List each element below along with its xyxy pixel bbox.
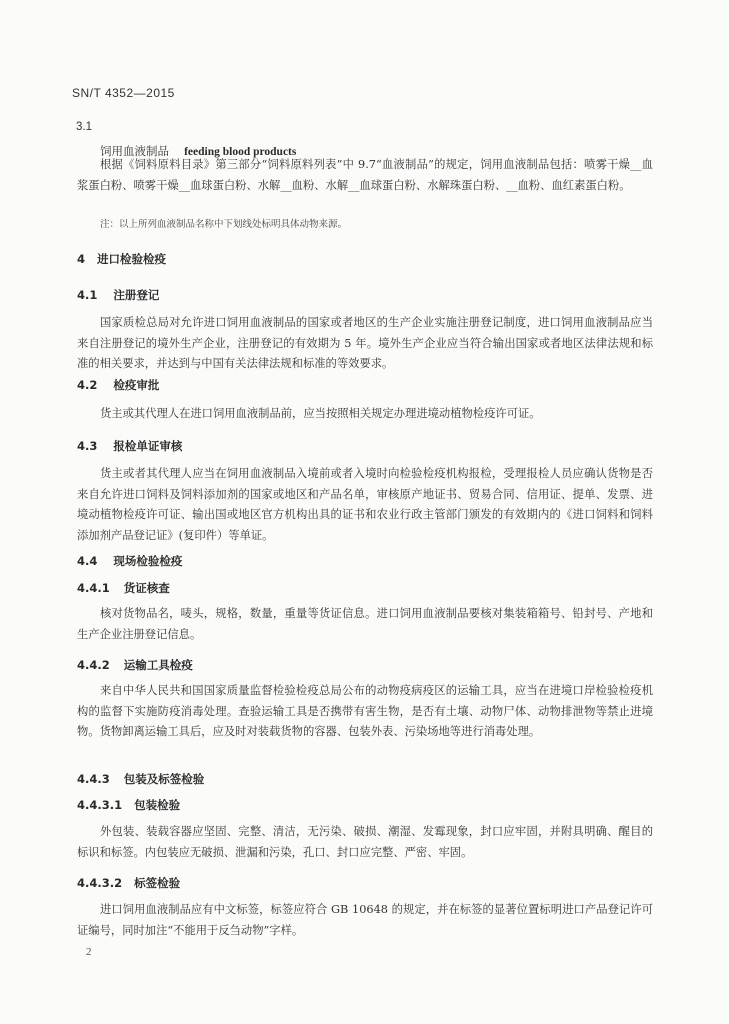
section-title-4-4-1: 货证核查 xyxy=(123,581,170,595)
term-english: feeding blood products xyxy=(184,146,297,158)
section-number-4: 4 xyxy=(77,252,86,266)
section-title-4-1: 注册登记 xyxy=(113,288,160,302)
section-title-4-4-3: 包装及标签检验 xyxy=(123,772,205,786)
section-4-4-heading xyxy=(77,553,182,569)
paragraph-4-2: 货主或其代理人在进口饲用血液制品前，应当按照相关规定办理进境动植物检疫许可证。 xyxy=(100,407,541,420)
paragraph-4-4-3-1: 外包装、装载容器应坚固、完整、清洁，无污染、破损、潮湿、发霉现象，封口应牢固，并附具明确、醒目的标识和标签。内包装应无破损、泄漏和污染，孔口、封口应完整、严密、牢固。 xyxy=(77,825,653,859)
paragraph-4-3: 货主或者其代理人应当在饲用血液制品入境前或者入境时向检验检疫机构报检，受理报检人员应确认货物是否来自允许进口饲料及饲料添加剂的国家或地区和产品名单，审核原产地证书、贸易合同、信用证、提单、发票、进境动植物检疫许可证、输出国或地区官方机构出具的证书和农业行政主管部门颁发的有效期内的《进口饲料和饲料添加剂产品登记证》(复印件）等单证。 xyxy=(77,467,653,542)
section-title-4-4: 现场检验检疫 xyxy=(113,554,183,568)
section-4-4-1-heading xyxy=(77,580,170,596)
section-number-4-3: 4.3 xyxy=(77,439,98,453)
section-4-2-heading xyxy=(77,377,159,393)
paragraph-4-1: 国家质检总局对允许进口饲用血液制品的国家或者地区的生产企业实施注册登记制度，进口饲用血液制品应当来自注册登记的境外生产企业，注册登记的有效期为 5 年。境外生产企业应当符合输出国家或者地区法律法规和标准的相关要求，并达到与中国有关法律法规和标准的等效要求。 xyxy=(77,316,653,370)
section-number-4-4-3-1: 4.4.3.1 xyxy=(77,798,123,812)
section-number-3-1: 3.1 xyxy=(76,121,92,133)
term-chinese: 饲用血液制品 xyxy=(100,144,169,158)
section-4-4-3-heading xyxy=(77,771,204,787)
section-4-heading xyxy=(77,251,166,267)
section-number-4-2: 4.2 xyxy=(77,378,98,392)
section-title-4-4-3-2: 标签检验 xyxy=(134,876,181,890)
section-number-4-4: 4.4 xyxy=(77,554,98,568)
paragraph-3-1: 根据《饲料原料目录》第三部分“饲料原料列表”中 9.7“血液制品”的规定，饲用血液制品包括：喷雾干燥__血浆蛋白粉、喷雾干燥__血球蛋白粉、水解__血粉、水解__血球蛋白粉、水解珠蛋白粉、__血粉、血红素蛋白粉。 xyxy=(77,158,653,192)
section-title-4-4-3-1: 包装检验 xyxy=(134,798,181,812)
section-4-4-3-2-heading xyxy=(77,875,180,891)
section-number-4-4-1: 4.4.1 xyxy=(77,581,110,595)
paragraph-4-4-1: 核对货物品名，唛头，规格，数量，重量等货证信息。进口饲用血液制品要核对集装箱箱号、铅封号、产地和生产企业注册登记信息。 xyxy=(77,607,653,641)
section-title-4-4-2: 运输工具检疫 xyxy=(123,658,193,672)
section-4-1-heading xyxy=(77,287,159,303)
section-number-4-1: 4.1 xyxy=(77,288,98,302)
section-title-4-2: 检疫审批 xyxy=(113,378,160,392)
section-4-3-heading xyxy=(77,438,182,454)
section-4-4-3-1-heading xyxy=(77,797,180,813)
standard-code: SN/T 4352—2015 xyxy=(72,86,175,100)
paragraph-4-4-3-2: 进口饲用血液制品应有中文标签，标签应符合 GB 10648 的规定，并在标签的显著位置标明进口产品登记许可证编号，同时加注“不能用于反刍动物”字样。 xyxy=(77,903,653,937)
paragraph-4-4-2: 来自中华人民共和国国家质量监督检验检疫总局公布的动物疫病疫区的运输工具，应当在进境口岸检验检疫机构的监督下实施防疫消毒处理。查验运输工具是否携带有害生物，是否有土壤、动物尸体、动物排泄物等禁止进境物。货物卸离运输工具后，应及时对装载货物的容器、包装外表、污染场地等进行消毒处理。 xyxy=(77,684,653,738)
section-title-4: 进口检验检疫 xyxy=(97,252,167,266)
page-number: 2 xyxy=(86,946,92,958)
note-3-1: 注：以上所列血液制品名称中下划线处标明具体动物来源。 xyxy=(100,219,348,230)
section-number-4-4-3-2: 4.4.3.2 xyxy=(77,876,123,890)
section-4-4-2-heading xyxy=(77,657,193,673)
section-number-4-4-3: 4.4.3 xyxy=(77,772,110,786)
section-number-4-4-2: 4.4.2 xyxy=(77,658,110,672)
section-title-4-3: 报检单证审核 xyxy=(113,439,183,453)
